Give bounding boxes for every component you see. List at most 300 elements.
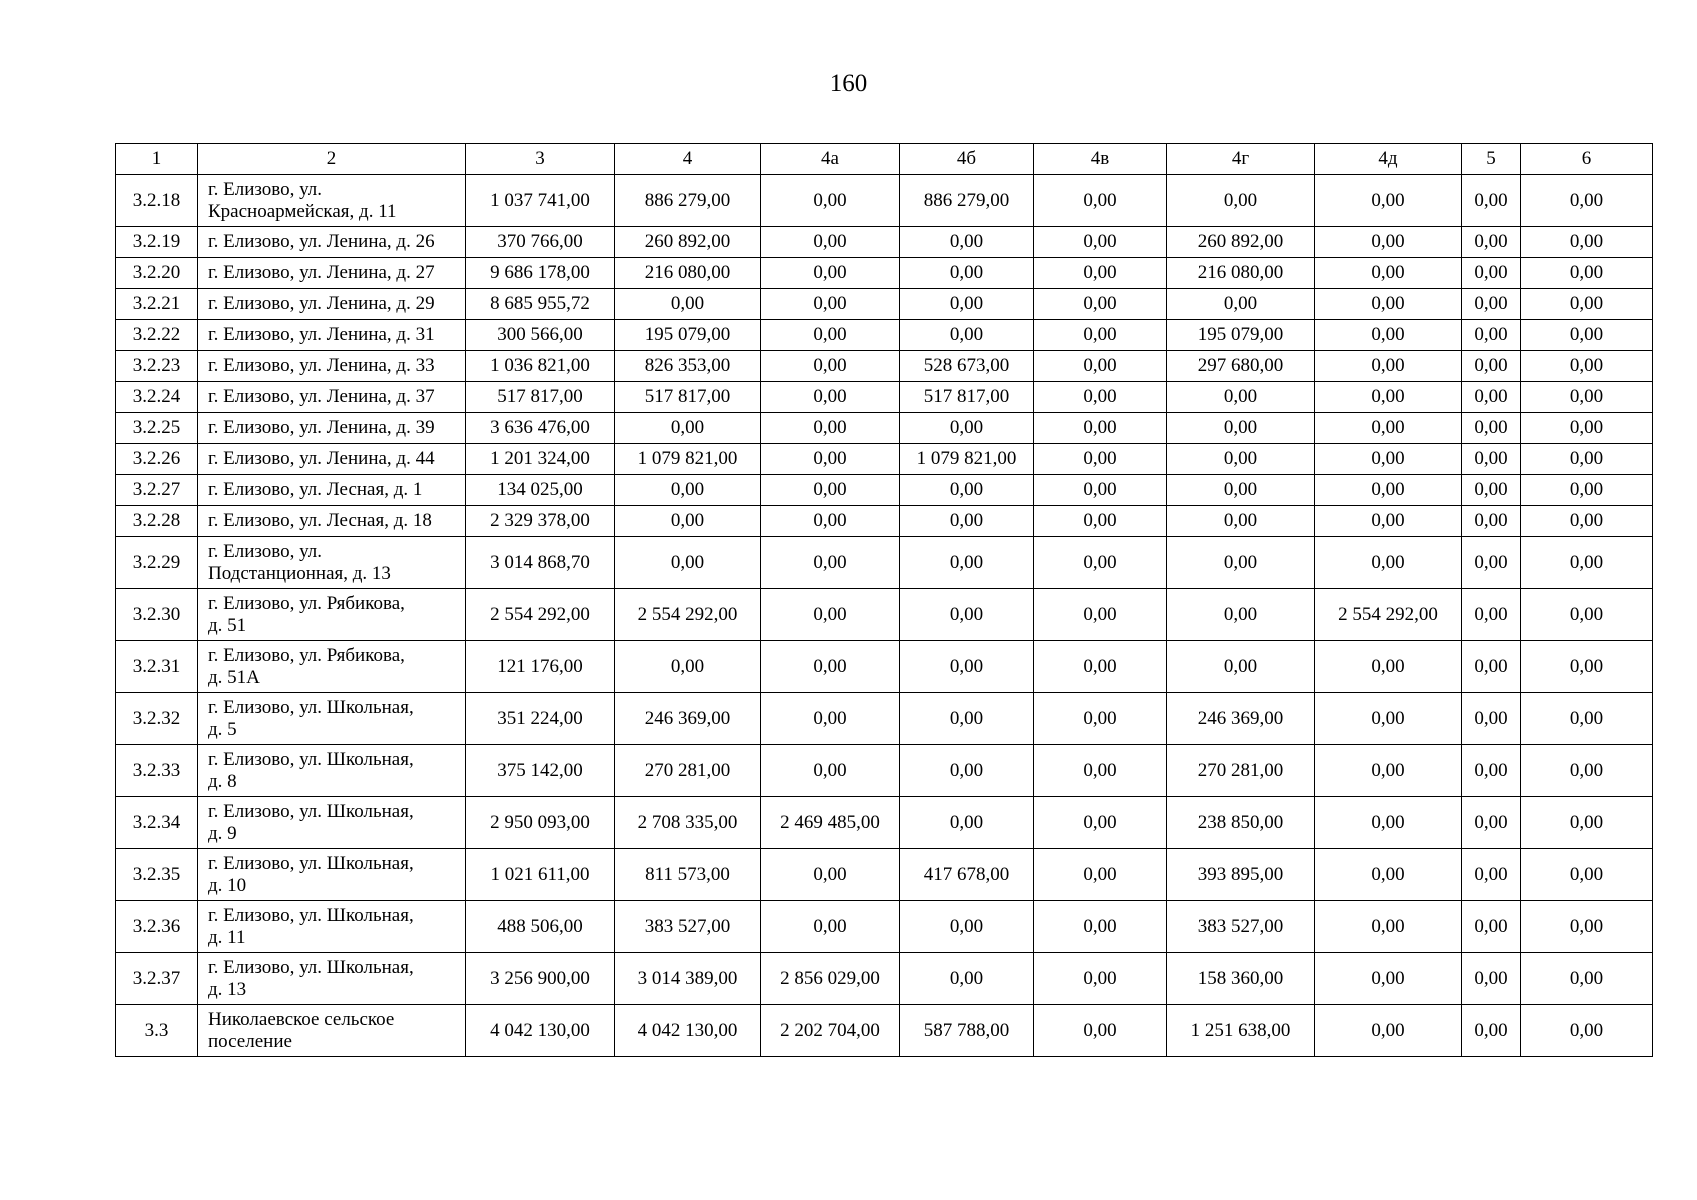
cell-col-4v: 0,00: [1034, 953, 1167, 1005]
row-number: 3.2.35: [116, 849, 198, 901]
cell-col-5: 0,00: [1462, 258, 1521, 289]
address-cell: [198, 506, 466, 537]
cell-col-4a: 0,00: [761, 413, 900, 444]
cell-col-4g: 260 892,00: [1167, 227, 1315, 258]
cell-col-4b: 0,00: [900, 475, 1034, 506]
address-line: г. Елизово, ул. Школьная,: [208, 696, 414, 718]
address-line: г. Елизово, ул. Ленина, д. 33: [208, 355, 435, 376]
page-number-text: 160: [829, 70, 868, 97]
cell-col-4a: 0,00: [761, 537, 900, 589]
cell-col-4d: 0,00: [1315, 849, 1462, 901]
row-number: 3.2.28: [116, 506, 198, 537]
cell-col-4b: 0,00: [900, 797, 1034, 849]
cell-col-5: 0,00: [1462, 901, 1521, 953]
cell-col-5: 0,00: [1462, 413, 1521, 444]
table-row: [116, 320, 1653, 351]
cell-col-4: 216 080,00: [615, 258, 761, 289]
address-cell: [198, 289, 466, 320]
cell-col-4v: 0,00: [1034, 227, 1167, 258]
table-row: [116, 475, 1653, 506]
address-cell: [198, 641, 466, 693]
cell-col-4a: 0,00: [761, 641, 900, 693]
address-cell: [198, 227, 466, 258]
cell-col-6: 0,00: [1521, 953, 1653, 1005]
cell-col-4g: 0,00: [1167, 413, 1315, 444]
cell-col-5: 0,00: [1462, 953, 1521, 1005]
cell-col-4a: 0,00: [761, 258, 900, 289]
address-cell: [198, 413, 466, 444]
cell-col-4: 517 817,00: [615, 382, 761, 413]
address-line: Николаевское сельское: [208, 1008, 395, 1030]
row-number: 3.2.30: [116, 589, 198, 641]
row-number: 3.2.22: [116, 320, 198, 351]
address-cell: [198, 901, 466, 953]
table-row: [116, 413, 1653, 444]
address-line: д. 51: [208, 614, 247, 636]
cell-col-5: 0,00: [1462, 537, 1521, 589]
cell-col-6: 0,00: [1521, 849, 1653, 901]
address-line: г. Елизово, ул. Ленина, д. 29: [208, 293, 435, 314]
row-number: 3.3: [116, 1005, 198, 1057]
cell-col-4v: 0,00: [1034, 1005, 1167, 1057]
cell-col-4b: 0,00: [900, 693, 1034, 745]
address-cell: [198, 382, 466, 413]
cell-col-4g: 195 079,00: [1167, 320, 1315, 351]
address-line: г. Елизово, ул. Рябикова,: [208, 592, 405, 614]
address-line: г. Елизово, ул. Школьная,: [208, 800, 414, 822]
cell-col-4: 0,00: [615, 506, 761, 537]
cell-col-4a: 2 469 485,00: [761, 797, 900, 849]
cell-col-4v: 0,00: [1034, 258, 1167, 289]
cell-col-4v: 0,00: [1034, 901, 1167, 953]
cell-col-4d: 0,00: [1315, 444, 1462, 475]
address-line: г. Елизово, ул. Ленина, д. 44: [208, 448, 435, 469]
data-table: [115, 143, 1653, 1057]
address-line: г. Елизово, ул.: [208, 178, 323, 200]
cell-col-4: 270 281,00: [615, 745, 761, 797]
cell-col-4b: 587 788,00: [900, 1005, 1034, 1057]
cell-col-4a: 2 202 704,00: [761, 1005, 900, 1057]
cell-col-6: 0,00: [1521, 641, 1653, 693]
address-line: г. Елизово, ул. Лесная, д. 18: [208, 510, 432, 531]
cell-col-4d: 0,00: [1315, 506, 1462, 537]
cell-col-4b: 0,00: [900, 641, 1034, 693]
cell-col-4: 811 573,00: [615, 849, 761, 901]
cell-col-4: 0,00: [615, 413, 761, 444]
cell-col-4d: 0,00: [1315, 413, 1462, 444]
cell-col-4: 3 014 389,00: [615, 953, 761, 1005]
cell-col-3: 9 686 178,00: [466, 258, 615, 289]
table-row: [116, 351, 1653, 382]
cell-col-4v: 0,00: [1034, 849, 1167, 901]
cell-col-4v: 0,00: [1034, 506, 1167, 537]
address-line: г. Елизово, ул. Школьная,: [208, 748, 414, 770]
cell-col-4b: 0,00: [900, 745, 1034, 797]
row-number: 3.2.25: [116, 413, 198, 444]
cell-col-4g: 0,00: [1167, 537, 1315, 589]
table-row: [116, 849, 1653, 901]
address-cell: [198, 1005, 466, 1057]
cell-col-5: 0,00: [1462, 289, 1521, 320]
table-row: [116, 382, 1653, 413]
cell-col-4g: 393 895,00: [1167, 849, 1315, 901]
column-header: 4: [615, 144, 761, 175]
cell-col-4d: 0,00: [1315, 175, 1462, 227]
cell-col-4g: 0,00: [1167, 382, 1315, 413]
cell-col-4g: 238 850,00: [1167, 797, 1315, 849]
cell-col-6: 0,00: [1521, 351, 1653, 382]
cell-col-6: 0,00: [1521, 589, 1653, 641]
cell-col-4a: 0,00: [761, 589, 900, 641]
cell-col-4b: 517 817,00: [900, 382, 1034, 413]
cell-col-4d: 0,00: [1315, 320, 1462, 351]
cell-col-3: 3 256 900,00: [466, 953, 615, 1005]
cell-col-3: 375 142,00: [466, 745, 615, 797]
address-line: г. Елизово, ул. Школьная,: [208, 852, 414, 874]
cell-col-3: 8 685 955,72: [466, 289, 615, 320]
cell-col-4v: 0,00: [1034, 289, 1167, 320]
address-line: г. Елизово, ул. Школьная,: [208, 956, 414, 978]
cell-col-5: 0,00: [1462, 506, 1521, 537]
cell-col-4g: 0,00: [1167, 641, 1315, 693]
row-number: 3.2.21: [116, 289, 198, 320]
cell-col-3: 517 817,00: [466, 382, 615, 413]
address-line: д. 13: [208, 978, 247, 1000]
cell-col-5: 0,00: [1462, 797, 1521, 849]
address-line: Подстанционная, д. 13: [208, 562, 391, 584]
cell-col-4g: 297 680,00: [1167, 351, 1315, 382]
table-row: [116, 797, 1653, 849]
row-number: 3.2.27: [116, 475, 198, 506]
cell-col-4a: 2 856 029,00: [761, 953, 900, 1005]
cell-col-3: 488 506,00: [466, 901, 615, 953]
cell-col-4a: 0,00: [761, 444, 900, 475]
cell-col-4: 4 042 130,00: [615, 1005, 761, 1057]
cell-col-4b: 0,00: [900, 289, 1034, 320]
cell-col-4v: 0,00: [1034, 589, 1167, 641]
cell-col-4b: 0,00: [900, 227, 1034, 258]
address-line: г. Елизово, ул. Рябикова,: [208, 644, 405, 666]
row-number: 3.2.33: [116, 745, 198, 797]
column-header: 5: [1462, 144, 1521, 175]
cell-col-4: 246 369,00: [615, 693, 761, 745]
cell-col-4d: 0,00: [1315, 901, 1462, 953]
table-row: [116, 745, 1653, 797]
cell-col-4g: 0,00: [1167, 506, 1315, 537]
cell-col-4a: 0,00: [761, 901, 900, 953]
cell-col-3: 1 037 741,00: [466, 175, 615, 227]
cell-col-4: 0,00: [615, 475, 761, 506]
row-number: 3.2.34: [116, 797, 198, 849]
cell-col-4a: 0,00: [761, 506, 900, 537]
address-cell: [198, 797, 466, 849]
cell-col-6: 0,00: [1521, 1005, 1653, 1057]
cell-col-4d: 0,00: [1315, 351, 1462, 382]
table-row: [116, 537, 1653, 589]
cell-col-3: 2 554 292,00: [466, 589, 615, 641]
cell-col-3: 2 950 093,00: [466, 797, 615, 849]
cell-col-5: 0,00: [1462, 745, 1521, 797]
address-line: г. Елизово, ул. Ленина, д. 31: [208, 324, 435, 345]
row-number: 3.2.36: [116, 901, 198, 953]
cell-col-4g: 0,00: [1167, 589, 1315, 641]
cell-col-5: 0,00: [1462, 1005, 1521, 1057]
column-header: 4а: [761, 144, 900, 175]
cell-col-6: 0,00: [1521, 258, 1653, 289]
address-cell: [198, 175, 466, 227]
address-cell: [198, 693, 466, 745]
cell-col-4v: 0,00: [1034, 745, 1167, 797]
cell-col-4v: 0,00: [1034, 797, 1167, 849]
cell-col-4: 826 353,00: [615, 351, 761, 382]
address-cell: [198, 320, 466, 351]
address-line: Красноармейская, д. 11: [208, 200, 397, 222]
cell-col-4: 260 892,00: [615, 227, 761, 258]
cell-col-5: 0,00: [1462, 589, 1521, 641]
column-header: 4б: [900, 144, 1034, 175]
cell-col-4d: 0,00: [1315, 227, 1462, 258]
cell-col-4g: 270 281,00: [1167, 745, 1315, 797]
cell-col-6: 0,00: [1521, 537, 1653, 589]
address-line: д. 11: [208, 926, 246, 948]
address-cell: [198, 589, 466, 641]
cell-col-4b: 0,00: [900, 901, 1034, 953]
address-line: г. Елизово, ул. Ленина, д. 26: [208, 231, 435, 252]
cell-col-4a: 0,00: [761, 351, 900, 382]
cell-col-3: 1 021 611,00: [466, 849, 615, 901]
cell-col-6: 0,00: [1521, 475, 1653, 506]
address-line: г. Елизово, ул. Ленина, д. 27: [208, 262, 435, 283]
column-header: 3: [466, 144, 615, 175]
cell-col-5: 0,00: [1462, 693, 1521, 745]
cell-col-3: 121 176,00: [466, 641, 615, 693]
cell-col-4d: 0,00: [1315, 382, 1462, 413]
column-header: 4в: [1034, 144, 1167, 175]
cell-col-5: 0,00: [1462, 175, 1521, 227]
cell-col-6: 0,00: [1521, 797, 1653, 849]
column-header: 4г: [1167, 144, 1315, 175]
cell-col-4b: 0,00: [900, 320, 1034, 351]
cell-col-6: 0,00: [1521, 901, 1653, 953]
cell-col-4d: 0,00: [1315, 953, 1462, 1005]
cell-col-4v: 0,00: [1034, 320, 1167, 351]
cell-col-6: 0,00: [1521, 320, 1653, 351]
page-number: [0, 70, 1697, 98]
cell-col-4v: 0,00: [1034, 641, 1167, 693]
address-cell: [198, 351, 466, 382]
cell-col-3: 370 766,00: [466, 227, 615, 258]
cell-col-4: 0,00: [615, 289, 761, 320]
cell-col-4: 0,00: [615, 537, 761, 589]
address-cell: [198, 444, 466, 475]
cell-col-5: 0,00: [1462, 351, 1521, 382]
header-row: [116, 144, 1653, 175]
cell-col-4d: 2 554 292,00: [1315, 589, 1462, 641]
cell-col-4: 195 079,00: [615, 320, 761, 351]
address-cell: [198, 537, 466, 589]
cell-col-4: 2 708 335,00: [615, 797, 761, 849]
address-cell: [198, 258, 466, 289]
cell-col-3: 1 201 324,00: [466, 444, 615, 475]
column-header: 2: [198, 144, 466, 175]
cell-col-5: 0,00: [1462, 227, 1521, 258]
cell-col-3: 300 566,00: [466, 320, 615, 351]
cell-col-6: 0,00: [1521, 693, 1653, 745]
cell-col-4d: 0,00: [1315, 289, 1462, 320]
cell-col-4v: 0,00: [1034, 413, 1167, 444]
cell-col-4: 886 279,00: [615, 175, 761, 227]
row-number: 3.2.32: [116, 693, 198, 745]
cell-col-4a: 0,00: [761, 320, 900, 351]
cell-col-4d: 0,00: [1315, 797, 1462, 849]
cell-col-4a: 0,00: [761, 227, 900, 258]
row-number: 3.2.18: [116, 175, 198, 227]
table-row: [116, 953, 1653, 1005]
address-line: д. 5: [208, 718, 237, 740]
cell-col-3: 351 224,00: [466, 693, 615, 745]
row-number: 3.2.23: [116, 351, 198, 382]
cell-col-4v: 0,00: [1034, 444, 1167, 475]
cell-col-4b: 417 678,00: [900, 849, 1034, 901]
cell-col-4a: 0,00: [761, 693, 900, 745]
cell-col-4d: 0,00: [1315, 693, 1462, 745]
cell-col-3: 134 025,00: [466, 475, 615, 506]
cell-col-4b: 886 279,00: [900, 175, 1034, 227]
cell-col-4b: 528 673,00: [900, 351, 1034, 382]
cell-col-4v: 0,00: [1034, 537, 1167, 589]
table-row: [116, 693, 1653, 745]
row-number: 3.2.19: [116, 227, 198, 258]
cell-col-4g: 383 527,00: [1167, 901, 1315, 953]
address-line: г. Елизово, ул. Ленина, д. 39: [208, 417, 435, 438]
cell-col-4b: 0,00: [900, 258, 1034, 289]
cell-col-4v: 0,00: [1034, 693, 1167, 745]
cell-col-5: 0,00: [1462, 444, 1521, 475]
cell-col-4g: 0,00: [1167, 475, 1315, 506]
cell-col-4d: 0,00: [1315, 475, 1462, 506]
cell-col-4g: 216 080,00: [1167, 258, 1315, 289]
cell-col-4b: 0,00: [900, 953, 1034, 1005]
address-line: д. 9: [208, 822, 237, 844]
table-row: [116, 444, 1653, 475]
cell-col-4: 2 554 292,00: [615, 589, 761, 641]
table-row: [116, 589, 1653, 641]
cell-col-4b: 0,00: [900, 537, 1034, 589]
table-row: [116, 258, 1653, 289]
cell-col-4g: 0,00: [1167, 175, 1315, 227]
cell-col-3: 1 036 821,00: [466, 351, 615, 382]
address-cell: [198, 475, 466, 506]
cell-col-4b: 0,00: [900, 413, 1034, 444]
cell-col-5: 0,00: [1462, 641, 1521, 693]
cell-col-4: 0,00: [615, 641, 761, 693]
cell-col-4a: 0,00: [761, 849, 900, 901]
cell-col-4d: 0,00: [1315, 745, 1462, 797]
cell-col-4v: 0,00: [1034, 351, 1167, 382]
row-number: 3.2.26: [116, 444, 198, 475]
cell-col-6: 0,00: [1521, 289, 1653, 320]
cell-col-5: 0,00: [1462, 382, 1521, 413]
cell-col-3: 3 636 476,00: [466, 413, 615, 444]
cell-col-6: 0,00: [1521, 745, 1653, 797]
cell-col-4a: 0,00: [761, 175, 900, 227]
cell-col-6: 0,00: [1521, 506, 1653, 537]
table-row: [116, 227, 1653, 258]
cell-col-4g: 0,00: [1167, 289, 1315, 320]
address-line: г. Елизово, ул. Школьная,: [208, 904, 414, 926]
cell-col-5: 0,00: [1462, 320, 1521, 351]
cell-col-4b: 1 079 821,00: [900, 444, 1034, 475]
cell-col-4g: 158 360,00: [1167, 953, 1315, 1005]
table-row: [116, 641, 1653, 693]
cell-col-6: 0,00: [1521, 175, 1653, 227]
cell-col-4v: 0,00: [1034, 475, 1167, 506]
column-header: 6: [1521, 144, 1653, 175]
address-line: г. Елизово, ул.: [208, 540, 323, 562]
cell-col-4d: 0,00: [1315, 258, 1462, 289]
row-number: 3.2.31: [116, 641, 198, 693]
table-row: [116, 901, 1653, 953]
cell-col-4v: 0,00: [1034, 175, 1167, 227]
cell-col-4g: 0,00: [1167, 444, 1315, 475]
cell-col-3: 3 014 868,70: [466, 537, 615, 589]
row-number: 3.2.24: [116, 382, 198, 413]
cell-col-5: 0,00: [1462, 475, 1521, 506]
address-cell: [198, 953, 466, 1005]
row-number: 3.2.20: [116, 258, 198, 289]
cell-col-4d: 0,00: [1315, 641, 1462, 693]
cell-col-4g: 1 251 638,00: [1167, 1005, 1315, 1057]
cell-col-4d: 0,00: [1315, 1005, 1462, 1057]
cell-col-4: 383 527,00: [615, 901, 761, 953]
cell-col-4a: 0,00: [761, 475, 900, 506]
address-line: г. Елизово, ул. Лесная, д. 1: [208, 479, 423, 500]
table-row: [116, 1005, 1653, 1057]
cell-col-4v: 0,00: [1034, 382, 1167, 413]
cell-col-4a: 0,00: [761, 289, 900, 320]
address-line: поселение: [208, 1030, 292, 1052]
table-row: [116, 289, 1653, 320]
cell-col-3: 2 329 378,00: [466, 506, 615, 537]
cell-col-6: 0,00: [1521, 413, 1653, 444]
cell-col-4b: 0,00: [900, 506, 1034, 537]
address-cell: [198, 849, 466, 901]
address-line: д. 51А: [208, 666, 260, 688]
address-cell: [198, 745, 466, 797]
row-number: 3.2.29: [116, 537, 198, 589]
table-header: [116, 144, 1653, 175]
address-line: д. 10: [208, 874, 247, 896]
cell-col-3: 4 042 130,00: [466, 1005, 615, 1057]
address-line: г. Елизово, ул. Ленина, д. 37: [208, 386, 435, 407]
cell-col-5: 0,00: [1462, 849, 1521, 901]
cell-col-4: 1 079 821,00: [615, 444, 761, 475]
cell-col-4b: 0,00: [900, 589, 1034, 641]
cell-col-6: 0,00: [1521, 444, 1653, 475]
column-header: 4д: [1315, 144, 1462, 175]
table-row: [116, 175, 1653, 227]
column-header: 1: [116, 144, 198, 175]
cell-col-4a: 0,00: [761, 745, 900, 797]
cell-col-6: 0,00: [1521, 382, 1653, 413]
address-line: д. 8: [208, 770, 237, 792]
row-number: 3.2.37: [116, 953, 198, 1005]
table-body: [116, 175, 1653, 1057]
cell-col-6: 0,00: [1521, 227, 1653, 258]
cell-col-4a: 0,00: [761, 382, 900, 413]
cell-col-4d: 0,00: [1315, 537, 1462, 589]
cell-col-4g: 246 369,00: [1167, 693, 1315, 745]
